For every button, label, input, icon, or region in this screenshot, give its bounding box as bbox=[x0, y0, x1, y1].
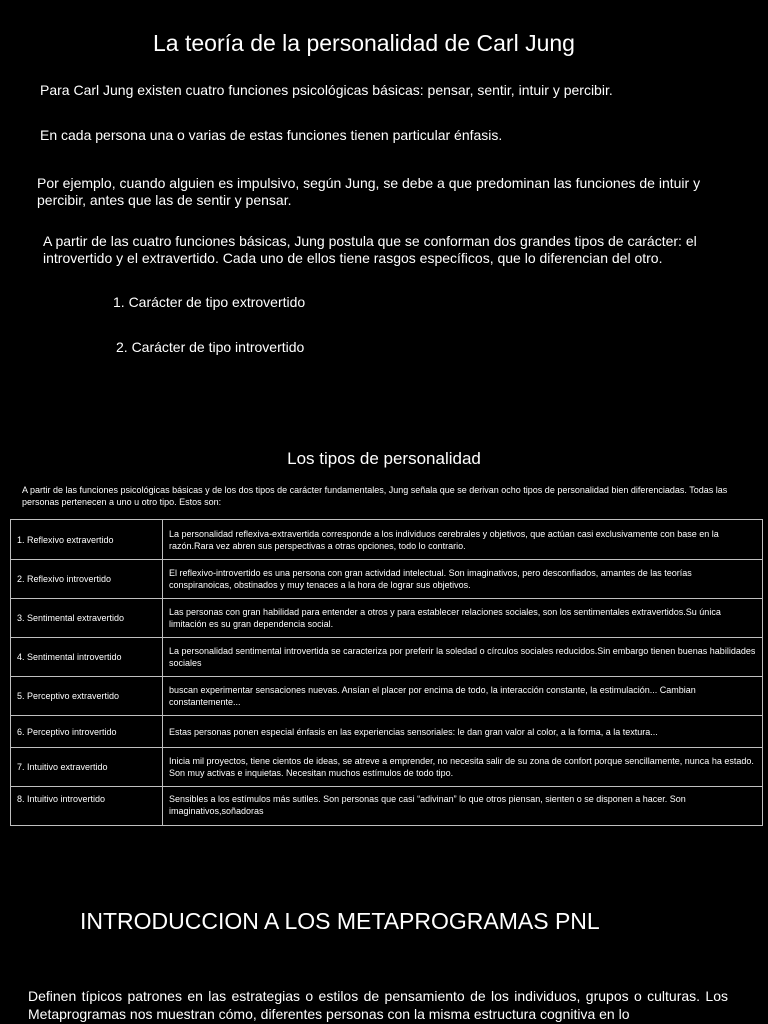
table-row bbox=[11, 748, 763, 787]
paragraph-functions: Para Carl Jung existen cuatro funciones psicológicas básicas: pensar, sentir, intuir y percibir. bbox=[40, 82, 613, 98]
section-intro: A partir de las funciones psicológicas básicas y de los dos tipos de carácter fundamentales, Jung señala que se derivan ocho tipos de personalidad bien diferenciadas. Todas las personas pertenecen a uno u otro tipo. Estos son: bbox=[22, 485, 728, 507]
table-cell-type: 6. Perceptivo introvertido bbox=[11, 716, 163, 748]
section-title: Los tipos de personalidad bbox=[287, 449, 481, 468]
table-cell-description: Las personas con gran habilidad para entender a otros y para establecer relaciones sociales, son los sentimentales extravertidos.Su única limitación es su gran dependencia social. bbox=[163, 599, 763, 638]
metaprogramas-paragraph: Definen típicos patrones en las estrategias o estilos de pensamiento de los individuos, grupos o culturas. Los Metaprogramas nos muestran cómo, diferentes personas con la misma estructura cognitiva en lo bbox=[28, 988, 728, 1022]
table-row bbox=[11, 638, 763, 677]
personality-table bbox=[10, 519, 763, 826]
page-title: La teoría de la personalidad de Carl Jung bbox=[153, 30, 575, 56]
table-cell-description: Estas personas ponen especial énfasis en las experiencias sensoriales: le dan gran valor al color, a la forma, a la textura... bbox=[163, 716, 763, 748]
table-cell-type: 4. Sentimental introvertido bbox=[11, 638, 163, 677]
table-row bbox=[11, 677, 763, 716]
table-cell-type: 5. Perceptivo extravertido bbox=[11, 677, 163, 716]
table-cell-type: 8. Intuitivo introvertido bbox=[11, 787, 163, 826]
paragraph-example: Por ejemplo, cuando alguien es impulsivo, según Jung, se debe a que predominan las funciones de intuir y percibir, antes que las de sentir y pensar. bbox=[37, 175, 701, 208]
paragraph-emphasis: En cada persona una o varias de estas funciones tienen particular énfasis. bbox=[40, 127, 503, 143]
table-cell-type: 2. Reflexivo introvertido bbox=[11, 560, 163, 599]
list-item-extrovertido: 1. Carácter de tipo extrovertido bbox=[113, 294, 306, 310]
table-cell-description: buscan experimentar sensaciones nuevas. Ansían el placer por encima de todo, la interacción constante, la estimulación... Cambian constantemente... bbox=[163, 677, 763, 716]
table-cell-description: La personalidad reflexiva-extravertida corresponde a los individuos cerebrales y objetivos, que actúan casi exclusivamente con base en la razón.Rara vez abren sus perspectivas a otras opciones, todo lo contrario. bbox=[163, 520, 763, 560]
table-cell-description: La personalidad sentimental introvertida se caracteriza por preferir la soledad o círculos sociales reducidos.Sin embargo tienen buenas habilidades sociales bbox=[163, 638, 763, 677]
table-row bbox=[11, 787, 763, 826]
table-cell-description: El reflexivo-introvertido es una persona con gran actividad intelectual. Son imaginativos, pero desconfiados, amantes de las teorías conspiranoicas, obstinados y muy tenaces a la hora de lograr sus objetivos. bbox=[163, 560, 763, 599]
table-row bbox=[11, 716, 763, 748]
table-cell-type: 3. Sentimental extravertido bbox=[11, 599, 163, 638]
list-item-introvertido: 2. Carácter de tipo introvertido bbox=[116, 339, 305, 355]
metaprogramas-heading: INTRODUCCION A LOS METAPROGRAMAS PNL bbox=[80, 908, 600, 934]
table-cell-description: Sensibles a los estímulos más sutiles. Son personas que casi “adivinan” lo que otros piensan, sienten o se disponen a hacer. Son imaginativos,soñadoras bbox=[163, 787, 763, 826]
table-cell-description: Inicia mil proyectos, tiene cientos de ideas, se atreve a emprender, no necesita salir de su zona de confort porque sencillamente, nunca ha estado. Son muy activas e inquietas. Necesitan muchos estímulos de todo tipo. bbox=[163, 748, 763, 787]
paragraph-character-types: A partir de las cuatro funciones básicas, Jung postula que se conforman dos grandes tipos de carácter: el introvertido y el extravertido. Cada uno de ellos tiene rasgos específicos, que lo diferencian del otro. bbox=[43, 233, 697, 266]
table-cell-type: 1. Reflexivo extravertido bbox=[11, 520, 163, 560]
table-row bbox=[11, 560, 763, 599]
table-row bbox=[11, 599, 763, 638]
table-row bbox=[11, 520, 763, 560]
table-cell-type: 7. Intuitivo extravertido bbox=[11, 748, 163, 787]
